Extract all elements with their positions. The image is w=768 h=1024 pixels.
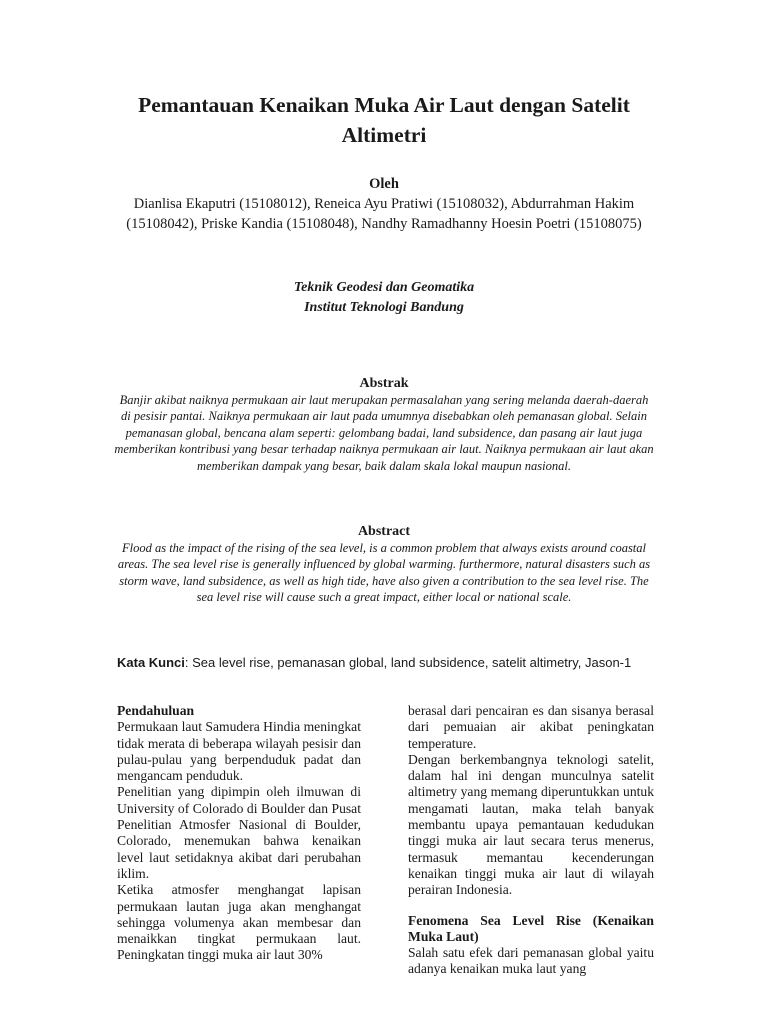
department-name: Teknik Geodesi dan Geomatika — [293, 280, 475, 295]
institution-name: Institut Teknologi Bandung — [304, 300, 464, 315]
paragraph: Ketika atmosfer menghangat lapisan permukaan lautan juga akan menghangat sehingga volumenya akan membesar dan menaikkan tingkat permukaan laut. Peningkatan tinggi muka air laut 30% — [117, 882, 361, 963]
paragraph-gap — [408, 899, 654, 913]
right-column — [408, 703, 654, 978]
left-column — [117, 703, 361, 964]
affiliation — [0, 278, 768, 318]
abstrak-heading: Abstrak — [359, 376, 409, 391]
paragraph: Salah satu efek dari pemanasan global yaitu adanya kenaikan muka laut yang — [408, 945, 654, 977]
paragraph: berasal dari pencairan es dan sisanya berasal dari pemuaian air akibat peningkatan temperature. — [408, 703, 654, 751]
paragraph: Permukaan laut Samudera Hindia meningkat tidak merata di beberapa wilayah pesisir dan pulau-pulau yang berpenduduk padat dan mengancam penduduk. — [117, 719, 361, 784]
section-heading-sea-level-rise: Fenomena Sea Level Rise (Kenaikan Muka Laut) — [408, 912, 654, 944]
abstract-text: Flood as the impact of the rising of the sea level, is a common problem that always exists around coastal areas. The sea level rise is generally influenced by global warming. furthermore, natural disasters such as storm wave, land subsidence, as well as high tide, have also given a contribution to the sea level rise. The sea level rise will cause such a great impact, either local or national scale. — [117, 541, 651, 605]
keywords-text: : Sea level rise, pemanasan global, land subsidence, satelit altimetry, Jason-1 — [184, 655, 632, 670]
keywords-label: Kata Kunci — [117, 655, 185, 670]
section-heading-pendahuluan: Pendahuluan — [117, 703, 195, 718]
abstrak-text: Banjir akibat naiknya permukaan air laut merupakan permasalahan yang sering melanda daerah-daerah di pesisir pantai. Naiknya permukaan air laut pada umumnya disebabkan oleh pemanasan global. Selain pemanasan global, bencana alam seperti: gelombang badai, land subsidence, dan pasang air laut juga memberikan kontribusi yang besar terhadap naiknya permukaan air laut. Naiknya permukaan air laut akan memberikan dampak yang besar, baik dalam skala lokal maupun nasional. — [114, 393, 654, 473]
abstract-heading: Abstract — [357, 524, 411, 539]
byline-label: Oleh — [369, 176, 399, 192]
paragraph: Dengan berkembangnya teknologi satelit, dalam hal ini dengan munculnya satelit altimetry yang memang diperuntukkan untuk mengamati lautan, maka telah banyak membantu upaya pemantauan kedudukan tinggi muka air laut secara terus menerus, termasuk memantau kecenderungan kenaikan tinggi muka air laut di wilayah perairan Indonesia. — [408, 751, 654, 898]
keywords-line — [117, 654, 717, 672]
paragraph: Penelitian yang dipimpin oleh ilmuwan di University of Colorado di Boulder dan Pusat Penelitian Atmosfer Nasional di Boulder, Colorado, menemukan bahwa kenaikan level laut setidaknya akibat dari perubahan iklim. — [117, 784, 361, 881]
author-list: Dianlisa Ekaputri (15108012), Reneica Ayu Pratiwi (15108032), Abdurrahman Hakim (15108042), Priske Kandia (15108048), Nandhy Ramadhanny Hoesin Poetri (15108075) — [126, 196, 642, 232]
paper-title: Pemantauan Kenaikan Muka Air Laut dengan Satelit Altimetri — [138, 93, 630, 147]
